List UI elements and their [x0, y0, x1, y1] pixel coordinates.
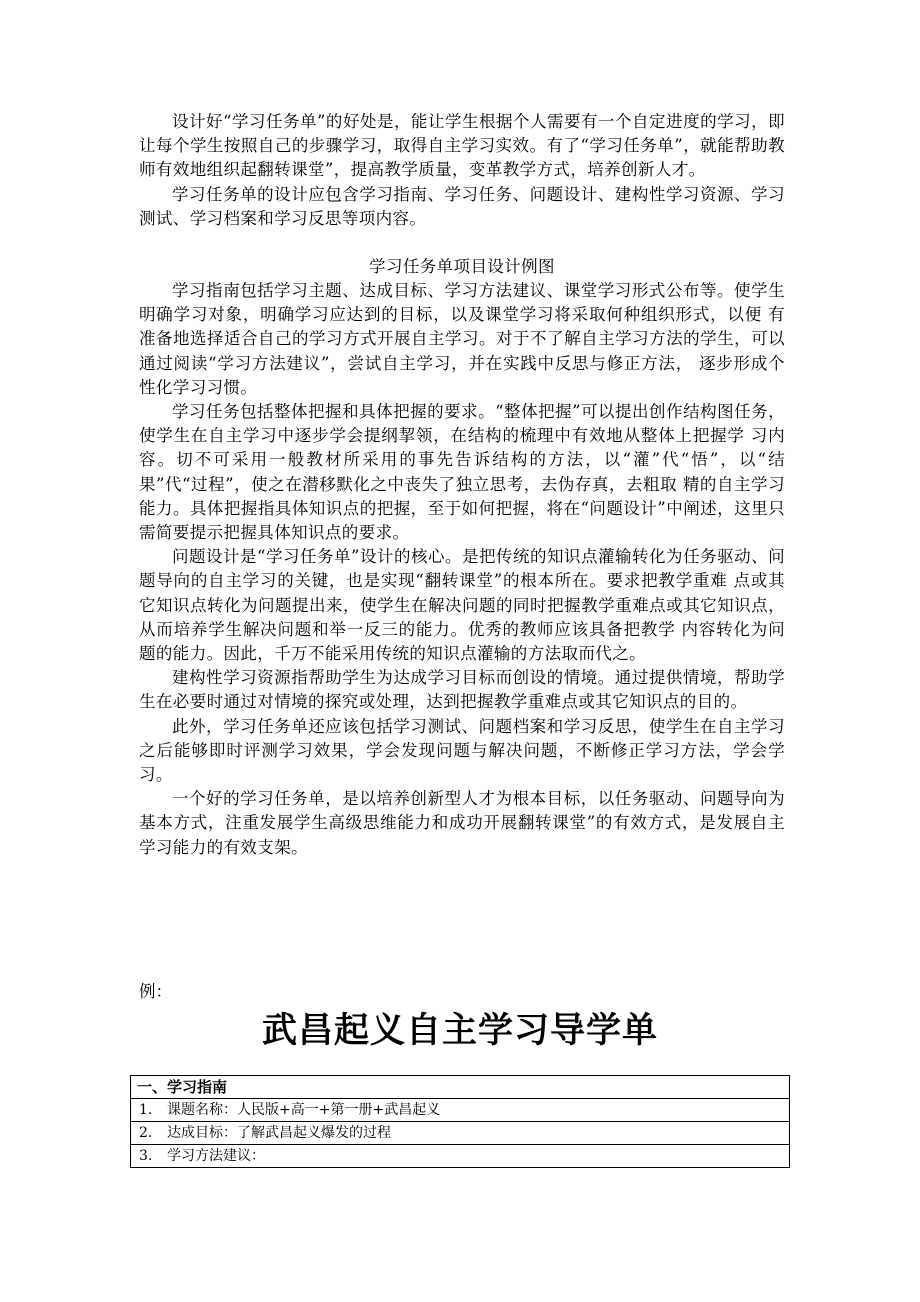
row-text: 课题名称：人民版+高一+第一册+武昌起义 [167, 1101, 441, 1118]
learning-guide-table [130, 1075, 790, 1168]
table-row [131, 1076, 790, 1099]
table-row [131, 1099, 790, 1122]
paragraph-learning-guide: 学习指南包括学习主题、达成目标、学习方法建议、课堂学习形式公布等。使学生明确学习对象，明确学习应达到的目标，以及课堂学习将采取何种组织形式，以便 有准备地选择适合自己的学习方式开展自主学习。对于不了解自主学习方法的学生，可以通过阅读“学习方法建议”，尝试自主学习，并在实践中反思与修正方法， 逐步形成个性化学习习惯。 [139, 281, 785, 397]
example-title: 武昌起义自主学习导学单 [261, 1011, 658, 1051]
blank-line [139, 231, 785, 255]
figure-caption: 学习任务单项目设计例图 [369, 257, 555, 277]
paragraph-question-design: 问题设计是“学习任务单”设计的核心。是把传统的知识点灌输转化为任务驱动、问题导向的自主学习的关键，也是实现“翻转课堂”的根本所在。要求把教学重难 点或其它知识点转化为问题提出来，使学生在解决问题的同时把握教学重难点或其它知识点，从而培养学生解决问题和举一反三的能力。优秀的教师应该具备把教学 内容转化为问题的能力。因此，千万不能采用传统的知识点灌输的方法取而代之。 [139, 547, 785, 664]
row-number: 2. [139, 1124, 153, 1141]
table-cell [131, 1099, 790, 1122]
table-cell [131, 1122, 790, 1145]
paragraph-conclusion: 一个好的学习任务单，是以培养创新型人才为根本目标，以任务驱动、问题导向为基本方式，注重发展学生高级思维能力和成功开展翻转课堂”的有效方式，是发展自主学习能力的有效支架。 [139, 789, 785, 857]
table-section-heading: 一、学习指南 [131, 1076, 790, 1099]
paragraph-learning-tasks: 学习任务包括整体把握和具体把握的要求。“整体把握”可以提出创作结构图任务，使学生在自主学习中逐步学会提纲挈领，在结构的梳理中有效地从整体上把握学 习内容。切不可采用一般教材所采用的事先告诉结构的方法，以“灌”代“悟”，以“结果”代“过程”，使之在潜移默化之中丧失了独立思考，去伪存真，去粗取 精的自主学习能力。具体把握指具体知识点的把握，至于如何把握，将在“问题设计”中阐述，这里只需简要提示把握具体知识点的要求。 [139, 402, 785, 543]
paragraph-additional: 此外，学习任务单还应该包括学习测试、问题档案和学习反思，使学生在自主学习之后能够即时评测学习效果，学会发现问题与解决问题，不断修正学习方法，学会学习。 [139, 716, 785, 785]
article-body [139, 110, 785, 860]
row-text: 达成目标：了解武昌起义爆发的过程 [167, 1124, 391, 1141]
row-text: 学习方法建议： [167, 1147, 265, 1164]
table-row [131, 1145, 790, 1168]
paragraph-intro-2: 学习任务单的设计应包含学习指南、学习任务、问题设计、建构性学习资源、学习测试、学习档案和学习反思等项内容。 [139, 184, 785, 228]
paragraph-intro-1: 设计好“学习任务单”的好处是，能让学生根据个人需要有一个自定进度的学习，即让每个学生按照自己的步骤学习，取得自主学习实效。有了“学习任务单”，就能帮助教师有效地组织起翻转课堂”，提高教学质量，变革教学方式，培养创新人才。 [139, 112, 785, 180]
table-row [131, 1122, 790, 1145]
example-label: 例： [139, 982, 172, 1001]
paragraph-learning-resources: 建构性学习资源指帮助学生为达成学习目标而创设的情境。通过提供情境，帮助学生在必要时通过对情境的探究或处理，达到把握教学重难点或其它知识点的目的。 [139, 668, 785, 712]
row-number: 1. [139, 1101, 153, 1118]
table-cell [131, 1145, 790, 1168]
row-number: 3. [139, 1147, 153, 1164]
